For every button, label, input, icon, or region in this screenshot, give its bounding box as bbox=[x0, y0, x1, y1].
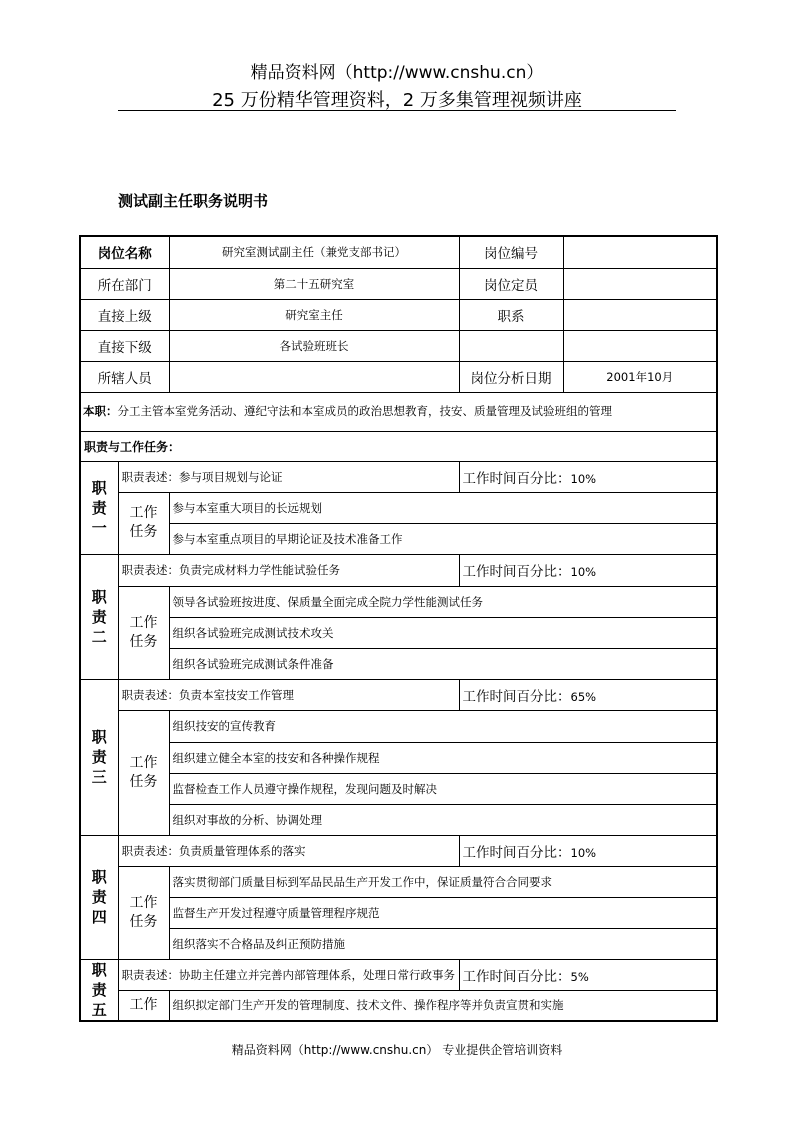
position-no-label: 岗位编号 bbox=[459, 236, 563, 268]
duty-1-task-row bbox=[80, 523, 717, 554]
duty-1-task-row bbox=[80, 492, 717, 523]
duty-2-task-2: 组织各试验班完成测试技术攻关 bbox=[169, 617, 717, 648]
core-duty-text: 分工主管本室党务活动、遵纪守法和本室成员的政治思想教育，技安、质量管理及试验班组的管理 bbox=[117, 404, 612, 418]
pct-label: 工作时间百分比： bbox=[462, 688, 571, 705]
duty-3-task-1: 组织技安的宣传教育 bbox=[169, 710, 717, 742]
page-title: 测试副主任职务说明书 bbox=[118, 192, 269, 210]
row-subordinate bbox=[80, 330, 717, 361]
duty-2-head bbox=[80, 554, 118, 679]
job-family-value bbox=[563, 299, 717, 330]
duty-2-task-row bbox=[80, 617, 717, 648]
pct-label: 工作时间百分比： bbox=[462, 968, 571, 985]
duty-4-task-row bbox=[80, 866, 717, 897]
core-duty-label: 本职： bbox=[83, 404, 118, 418]
task-label-text: 工作 任务 bbox=[129, 505, 158, 540]
duty-1-head-text: 职 责 一 bbox=[91, 478, 107, 537]
duty-5-desc-row bbox=[80, 959, 717, 990]
duty-3-head bbox=[80, 679, 118, 835]
analysis-date-label: 岗位分析日期 bbox=[459, 361, 563, 392]
row-department bbox=[80, 268, 717, 299]
staff-label: 所辖人员 bbox=[80, 361, 169, 392]
duty-2-task-label bbox=[118, 586, 169, 679]
duty-4-task-1: 落实贯彻部门质量目标到军品民品生产开发工作中，保证质量符合合同要求 bbox=[169, 866, 717, 897]
duty-5-head bbox=[80, 959, 118, 1021]
header-slogan-line: 25 万份精华管理资料，2 万多集管理视频讲座 bbox=[212, 90, 582, 111]
duty-2-task-3: 组织各试验班完成测试条件准备 bbox=[169, 648, 717, 679]
department-label: 所在部门 bbox=[80, 268, 169, 299]
duty-3-task-row bbox=[80, 773, 717, 804]
duty-4-task-row bbox=[80, 928, 717, 959]
duty-2-desc: 职责表述：负责完成材料力学性能试验任务 bbox=[118, 554, 459, 586]
duty-1-head bbox=[80, 461, 118, 554]
task-label-text: 工作 任务 bbox=[129, 754, 158, 790]
subordinate-label: 直接下级 bbox=[80, 330, 169, 361]
duty-4-desc-row bbox=[80, 835, 717, 866]
duty-4-task-2: 监督生产开发过程遵守质量管理程序规范 bbox=[169, 897, 717, 928]
position-name-value: 研究室测试副主任（兼党支部书记） bbox=[169, 236, 459, 268]
duty-4-pct-value: 10% bbox=[570, 845, 597, 860]
duty-5-desc: 职责表述：协助主任建立并完善内部管理体系，处理日常行政事务 bbox=[118, 959, 459, 990]
duty-3-task-label bbox=[118, 710, 169, 835]
duty-1-task-label bbox=[118, 492, 169, 554]
pct-label: 工作时间百分比： bbox=[462, 564, 571, 580]
quota-value bbox=[563, 268, 717, 299]
duty-1-task-2: 参与本室重点项目的早期论证及技术准备工作 bbox=[169, 523, 717, 554]
duty-3-task-2: 组织建立健全本室的技安和各种操作规程 bbox=[169, 742, 717, 773]
department-value: 第二十五研究室 bbox=[169, 268, 459, 299]
duty-2-head-text: 职 责 二 bbox=[91, 587, 107, 646]
duty-2-desc-row bbox=[80, 554, 717, 586]
row-position-name bbox=[80, 236, 717, 268]
duty-3-desc: 职责表述：负责本室技安工作管理 bbox=[118, 679, 459, 710]
staff-value bbox=[169, 361, 459, 392]
duty-1-task-1: 参与本室重大项目的长远规划 bbox=[169, 492, 717, 523]
duty-5-task-row bbox=[80, 990, 717, 1021]
duty-2-pct-value: 10% bbox=[570, 565, 597, 579]
duty-3-task-4: 组织对事故的分析、协调处理 bbox=[169, 804, 717, 835]
duty-3-head-text: 职 责 三 bbox=[91, 728, 107, 786]
duty-2-task-row bbox=[80, 586, 717, 617]
row-core-duty bbox=[80, 392, 717, 431]
duty-3-pct bbox=[459, 679, 717, 710]
duty-3-task-row bbox=[80, 804, 717, 835]
duty-3-task-3: 监督检查工作人员遵守操作规程，发现问题及时解决 bbox=[169, 773, 717, 804]
duty-4-head bbox=[80, 835, 118, 959]
empty-value-cell bbox=[563, 330, 717, 361]
duty-2-task-row bbox=[80, 648, 717, 679]
position-name-label: 岗位名称 bbox=[80, 236, 169, 268]
duty-1-pct-value: 10% bbox=[570, 471, 597, 486]
page-footer: 精品资料网（http://www.cnshu.cn） 专业提供企管培训资料 bbox=[231, 1043, 563, 1057]
duty-5-head-text: 职 责 五 bbox=[91, 960, 107, 1019]
superior-label: 直接上级 bbox=[80, 299, 169, 330]
duty-4-head-text: 职 责 四 bbox=[91, 868, 107, 926]
position-no-value bbox=[563, 236, 717, 268]
duty-4-desc: 职责表述：负责质量管理体系的落实 bbox=[118, 835, 459, 866]
duty-4-task-row bbox=[80, 897, 717, 928]
task-label-text: 工作 任务 bbox=[129, 894, 158, 930]
row-duties-heading bbox=[80, 431, 717, 461]
header-site-line: 精品资料网（http://www.cnshu.cn） bbox=[250, 63, 544, 83]
duties-heading: 职责与工作任务： bbox=[80, 431, 717, 461]
duty-3-desc-row bbox=[80, 679, 717, 710]
duty-2-pct bbox=[459, 554, 717, 586]
duty-1-desc: 职责表述：参与项目规划与论证 bbox=[118, 461, 459, 492]
superior-value: 研究室主任 bbox=[169, 299, 459, 330]
quota-label: 岗位定员 bbox=[459, 268, 563, 299]
pct-label: 工作时间百分比： bbox=[462, 844, 571, 861]
subordinate-value: 各试验班班长 bbox=[169, 330, 459, 361]
duty-3-task-row bbox=[80, 742, 717, 773]
job-description-table bbox=[79, 235, 718, 1022]
row-staff bbox=[80, 361, 717, 392]
pct-label: 工作时间百分比： bbox=[462, 470, 571, 487]
duty-5-task-1: 组织拟定部门生产开发的管理制度、技术文件、操作程序等并负责宣贯和实施 bbox=[169, 990, 717, 1021]
duty-3-pct-value: 65% bbox=[570, 689, 597, 704]
header-divider bbox=[118, 110, 676, 111]
duty-2-task-1: 领导各试验班按进度、保质量全面完成全院力学性能测试任务 bbox=[169, 586, 717, 617]
duty-1-pct bbox=[459, 461, 717, 492]
row-superior bbox=[80, 299, 717, 330]
task-label-text: 工作 任务 bbox=[129, 614, 158, 650]
duty-4-task-label bbox=[118, 866, 169, 959]
duty-5-task-label: 工作 bbox=[118, 990, 169, 1021]
job-family-label: 职系 bbox=[459, 299, 563, 330]
core-duty-cell bbox=[80, 392, 717, 431]
duty-5-pct bbox=[459, 959, 717, 990]
analysis-date-value: 2001年10月 bbox=[563, 361, 717, 392]
duty-4-pct bbox=[459, 835, 717, 866]
duty-5-pct-value: 5% bbox=[570, 969, 589, 984]
duty-1-desc-row bbox=[80, 461, 717, 492]
empty-label-cell bbox=[459, 330, 563, 361]
duty-4-task-3: 组织落实不合格品及纠正预防措施 bbox=[169, 928, 717, 959]
duty-3-task-row bbox=[80, 710, 717, 742]
